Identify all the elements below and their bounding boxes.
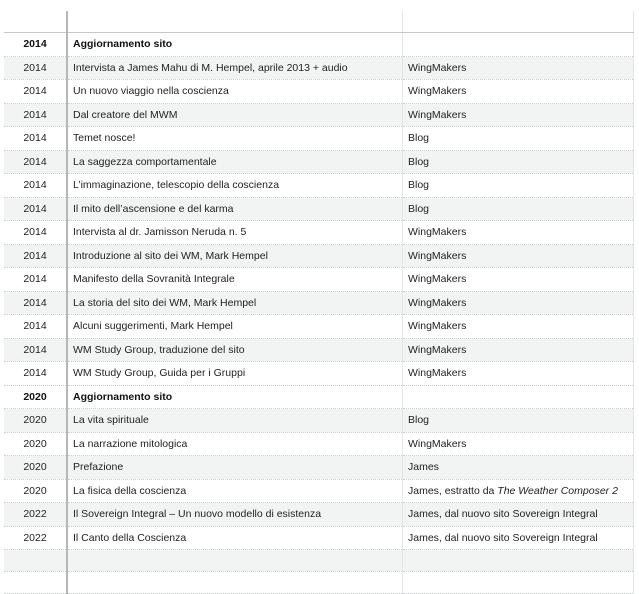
year-cell[interactable]: 2014 (4, 362, 67, 386)
year-cell[interactable]: 2014 (4, 80, 67, 104)
title-cell[interactable]: Il mito dell’ascensione e del karma (67, 197, 403, 221)
source-cell[interactable]: WingMakers (403, 362, 634, 386)
table-row (4, 456, 634, 480)
table-row (4, 291, 634, 315)
section-row (4, 385, 634, 409)
table-row (4, 315, 634, 339)
source-cell[interactable] (403, 385, 634, 409)
title-cell[interactable]: La narrazione mitologica (67, 432, 403, 456)
year-cell[interactable]: 2014 (4, 244, 67, 268)
table-row (4, 479, 634, 503)
year-cell[interactable]: 2014 (4, 268, 67, 292)
source-cell[interactable]: WingMakers (403, 80, 634, 104)
source-cell[interactable]: WingMakers (403, 244, 634, 268)
empty-cell[interactable] (403, 550, 634, 572)
source-cell[interactable]: Blog (403, 150, 634, 174)
year-cell[interactable]: 2020 (4, 385, 67, 409)
empty-cell[interactable] (67, 572, 403, 594)
year-cell[interactable]: 2014 (4, 150, 67, 174)
year-cell[interactable]: 2022 (4, 526, 67, 550)
empty-cell[interactable] (67, 550, 403, 572)
header-row (4, 11, 634, 33)
title-cell[interactable]: L’immaginazione, telescopio della coscienza (67, 174, 403, 198)
title-cell[interactable]: La storia del sito dei WM, Mark Hempel (67, 291, 403, 315)
title-cell[interactable]: La saggezza comportamentale (67, 150, 403, 174)
title-cell[interactable]: Manifesto della Sovranità Integrale (67, 268, 403, 292)
table-row (4, 174, 634, 198)
table-row (4, 127, 634, 151)
source-cell[interactable]: WingMakers (403, 315, 634, 339)
table-row (4, 526, 634, 550)
year-cell[interactable]: 2014 (4, 33, 67, 57)
empty-cell[interactable] (403, 572, 634, 594)
year-cell[interactable]: 2014 (4, 197, 67, 221)
title-cell[interactable]: La fisica della coscienza (67, 479, 403, 503)
source-cell[interactable]: WingMakers (403, 103, 634, 127)
table-row (4, 103, 634, 127)
title-cell[interactable]: Un nuovo viaggio nella coscienza (67, 80, 403, 104)
year-cell[interactable]: 2020 (4, 432, 67, 456)
header-cell-title[interactable] (67, 11, 403, 33)
table-row (4, 56, 634, 80)
source-cell[interactable]: James, dal nuovo sito Sovereign Integral (403, 503, 634, 527)
table-row (4, 244, 634, 268)
source-cell[interactable]: James, dal nuovo sito Sovereign Integral (403, 526, 634, 550)
table-row (4, 268, 634, 292)
year-cell[interactable]: 2022 (4, 503, 67, 527)
table-row (4, 197, 634, 221)
source-italic-text: The Weather Composer 2 (497, 484, 618, 497)
year-cell[interactable]: 2014 (4, 127, 67, 151)
year-cell[interactable]: 2020 (4, 456, 67, 480)
table-row (4, 409, 634, 433)
empty-row (4, 550, 634, 572)
year-cell[interactable]: 2014 (4, 291, 67, 315)
source-cell[interactable]: Blog (403, 174, 634, 198)
source-cell[interactable]: WingMakers (403, 268, 634, 292)
title-cell[interactable]: La vita spirituale (67, 409, 403, 433)
table-row (4, 221, 634, 245)
publications-table (4, 11, 634, 594)
title-cell[interactable]: Temet nosce! (67, 127, 403, 151)
header-cell-source[interactable] (403, 11, 634, 33)
title-cell[interactable]: Il Canto della Coscienza (67, 526, 403, 550)
header-cell-year[interactable] (4, 11, 67, 33)
year-cell[interactable]: 2014 (4, 56, 67, 80)
table-body (4, 11, 634, 594)
title-cell[interactable]: Introduzione al sito dei WM, Mark Hempel (67, 244, 403, 268)
title-cell[interactable]: Il Sovereign Integral – Un nuovo modello di esistenza (67, 503, 403, 527)
year-cell[interactable]: 2014 (4, 174, 67, 198)
title-cell[interactable]: Alcuni suggerimenti, Mark Hempel (67, 315, 403, 339)
section-row (4, 33, 634, 57)
table-row (4, 338, 634, 362)
title-cell[interactable]: WM Study Group, traduzione del sito (67, 338, 403, 362)
title-cell[interactable]: Aggiornamento sito (67, 33, 403, 57)
source-cell[interactable]: WingMakers (403, 432, 634, 456)
source-cell[interactable]: WingMakers (403, 56, 634, 80)
source-text: James, estratto da (408, 484, 498, 497)
source-cell[interactable] (403, 33, 634, 57)
source-cell[interactable]: WingMakers (403, 221, 634, 245)
source-cell[interactable]: Blog (403, 127, 634, 151)
empty-row (4, 572, 634, 594)
year-cell[interactable]: 2020 (4, 479, 67, 503)
year-cell[interactable]: 2014 (4, 315, 67, 339)
title-cell[interactable]: Aggiornamento sito (67, 385, 403, 409)
title-cell[interactable]: WM Study Group, Guida per i Gruppi (67, 362, 403, 386)
title-cell[interactable]: Prefazione (67, 456, 403, 480)
year-cell[interactable]: 2014 (4, 103, 67, 127)
title-cell[interactable]: Dal creatore del MWM (67, 103, 403, 127)
table-row (4, 432, 634, 456)
source-cell[interactable] (403, 479, 634, 503)
year-cell[interactable]: 2014 (4, 221, 67, 245)
table-row (4, 80, 634, 104)
table-row (4, 362, 634, 386)
year-cell[interactable]: 2020 (4, 409, 67, 433)
title-cell[interactable]: Intervista a James Mahu di M. Hempel, aprile 2013 + audio (67, 56, 403, 80)
table-row (4, 503, 634, 527)
empty-cell[interactable] (4, 550, 67, 572)
table-row (4, 150, 634, 174)
source-cell[interactable]: WingMakers (403, 291, 634, 315)
title-cell[interactable]: Intervista al dr. Jamisson Neruda n. 5 (67, 221, 403, 245)
source-cell[interactable]: Blog (403, 409, 634, 433)
source-cell[interactable]: James (403, 456, 634, 480)
source-cell[interactable]: Blog (403, 197, 634, 221)
source-cell[interactable]: WingMakers (403, 338, 634, 362)
empty-cell[interactable] (4, 572, 67, 594)
year-cell[interactable]: 2014 (4, 338, 67, 362)
